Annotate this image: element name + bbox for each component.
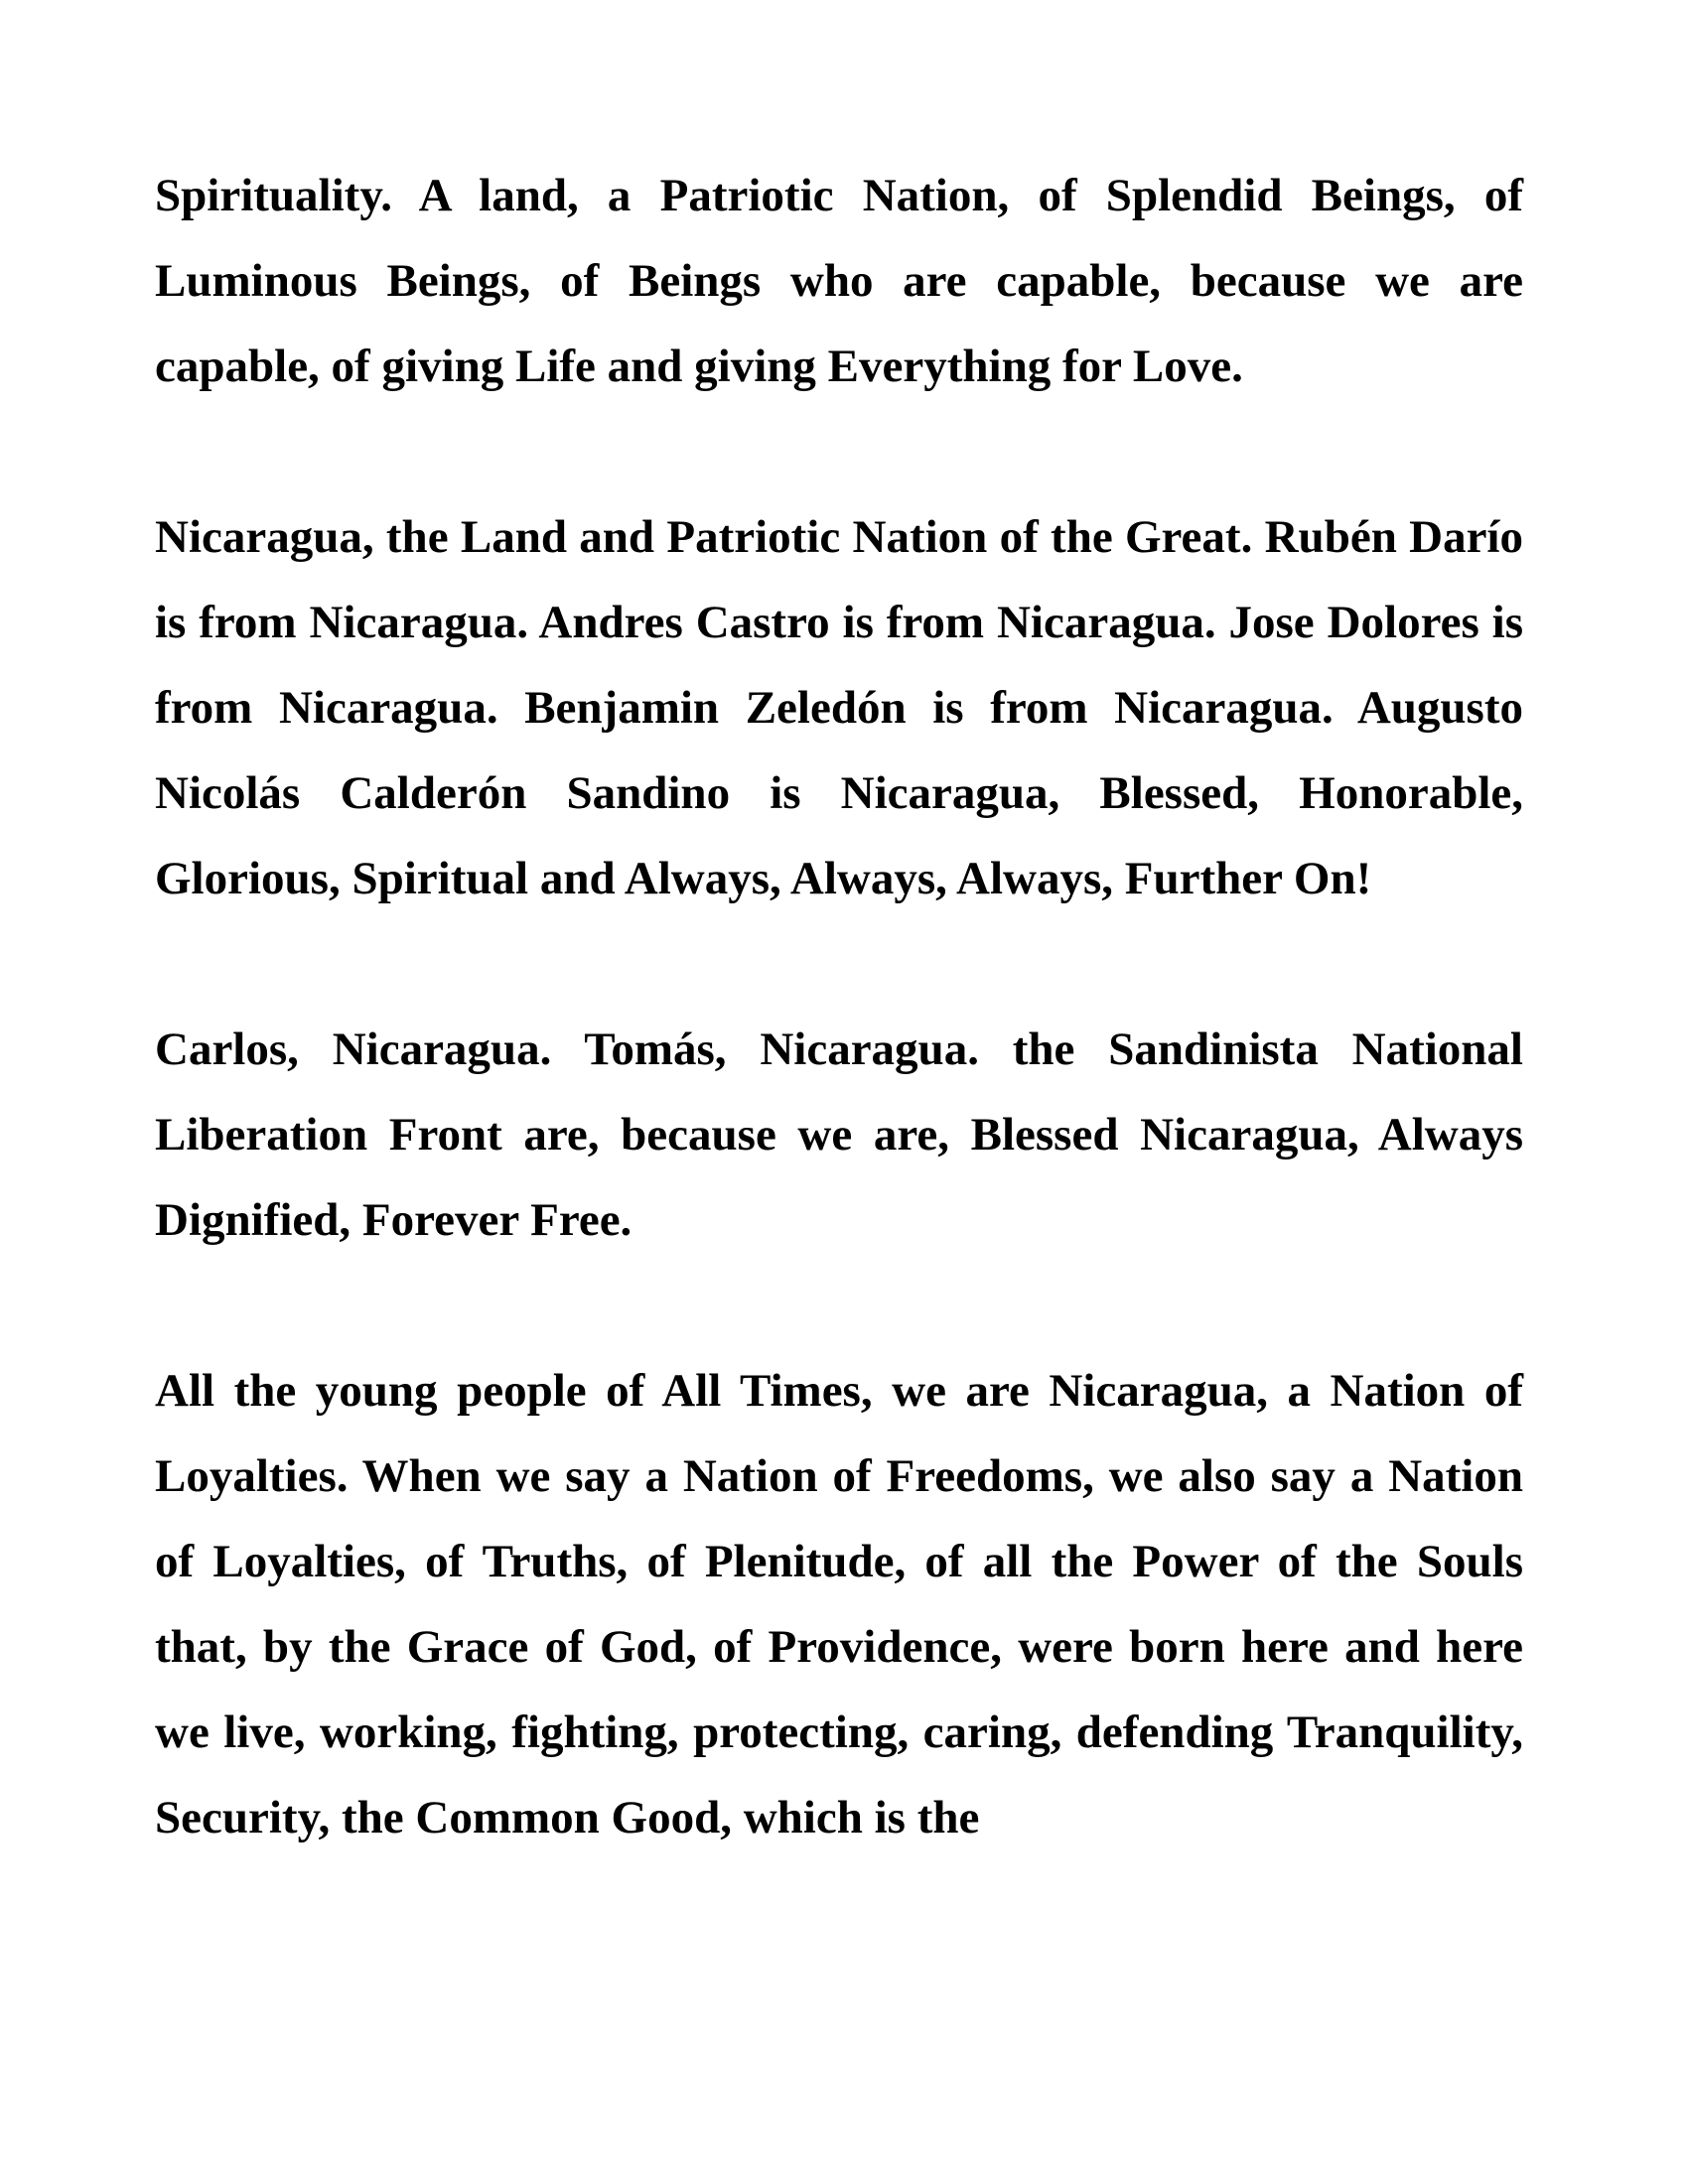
document-body (155, 153, 1523, 1860)
paragraph-spirituality: Spirituality. A land, a Patriotic Nation, of Splendid Beings, of Luminous Beings, of Beings who are capable, because we are capable, of giving Life and giving Everything for Love. (155, 170, 1523, 392)
paragraph-carlos-tomas: Carlos, Nicaragua. Tomás, Nicaragua. the Sandinista National Liberation Front are, because we are, Blessed Nicaragua, Always Dignified, Forever Free. (155, 1024, 1523, 1246)
paragraph-land-of-the-great: Nicaragua, the Land and Patriotic Nation of the Great. Rubén Darío is from Nicaragua. Andres Castro is from Nicaragua. Jose Dolores is from Nicaragua. Benjamin Zeledón is from Nicaragua. Augusto Nicolás Calderón Sandino is Nicaragua, Blessed, Honorable, Glorious, Spiritual and Always, Always, Always, Further On! (155, 511, 1523, 904)
paragraph-young-people: All the young people of All Times, we are Nicaragua, a Nation of Loyalties. When we say a Nation of Freedoms, we also say a Nation of Loyalties, of Truths, of Plenitude, of all the Power of the Souls that, by the Grace of God, of Providence, were born here and here we live, working, fighting, protecting, caring, defending Tranquility, Security, the Common Good, which is the (155, 1365, 1523, 1843)
